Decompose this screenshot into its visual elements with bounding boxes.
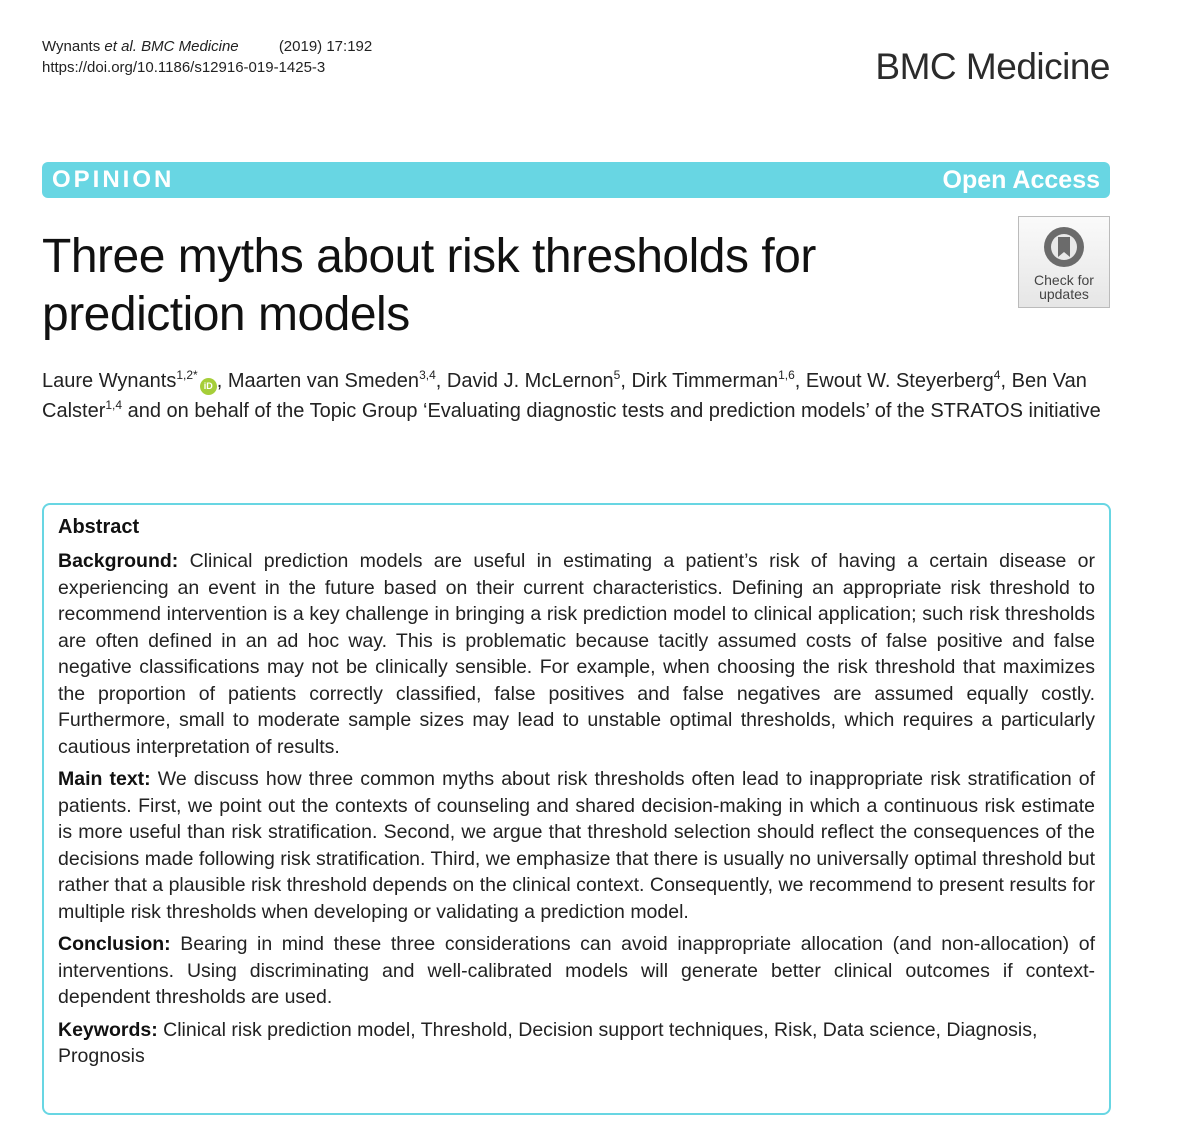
abstract-background <box>58 548 1095 760</box>
abstract-keywords <box>58 1017 1095 1070</box>
author-list: Laure Wynants$^{1,2*}$iD , Maarten van Smeden$^{3,4}$, David J. McLernon$^5$, Dirk Timmerman$^{1,6}$, Ewout W. Steyerberg$^4$, Ben Van Calster$^{1,4}$ and on behalf of the Topic Group ‘Evaluating diagnostic tests and prediction models’ of the STRATOS initiative <box>42 368 1101 422</box>
article-type: OPINION <box>52 166 175 193</box>
article-title: Three myths about risk thresholds for prediction models <box>42 230 816 341</box>
abstract-main-text <box>58 766 1095 925</box>
section-text: Clinical risk prediction model, Threshold, Decision support techniques, Risk, Data science, Diagnosis, Prognosis <box>58 1018 1038 1067</box>
section-text: We discuss how three common myths about risk thresholds often lead to inappropriate risk stratification of patients. First, we point out the contexts of counseling and shared decision-making in which a continuous risk estimate is more useful than risk stratification. Second, we argue that threshold selection should reflect the consequences of the decisions made following risk stratification. Third, we emphasize that there is usually no universally optimal threshold but rather that a plausible risk threshold depends on the clinical context. Consequently, we recommend to present results for multiple risk thresholds when developing or validating a prediction model. <box>58 768 1096 923</box>
affiliation-marker: 5 <box>613 368 621 382</box>
author-name[interactable]: Ben Van Calster <box>42 370 1087 422</box>
section-label: Background: <box>58 550 179 572</box>
check-for-updates-button[interactable] <box>1018 216 1110 308</box>
journal-brand: BMC Medicine <box>875 46 1110 87</box>
section-text: Bearing in mind these three considerations can avoid inappropriate allocation (and non-allocation) of interventions. Using discriminating and well-calibrated models will generate better clinical outcomes if context-dependent thresholds are used. <box>58 933 1095 1008</box>
author-name[interactable]: Laure Wynants <box>42 370 177 392</box>
journal-name: BMC Medicine <box>141 38 239 55</box>
author-name[interactable]: Dirk Timmerman <box>631 370 779 392</box>
abstract-box <box>42 503 1111 1115</box>
doi-link[interactable]: https://doi.org/10.1186/s12916-019-1425-3 <box>42 59 326 76</box>
author-name[interactable]: Ewout W. Steyerberg <box>805 370 994 392</box>
section-label: Main text: <box>58 768 151 790</box>
affiliation-marker: 3,4 <box>419 368 436 382</box>
abstract-heading: Abstract <box>58 516 140 538</box>
check-updates-line2: updates <box>1039 286 1089 302</box>
crossmark-icon <box>1042 225 1086 269</box>
et-al: et al. <box>104 38 137 55</box>
citation-header <box>42 36 372 78</box>
check-updates-line1: Check for <box>1034 272 1094 288</box>
affiliation-marker: 1,6 <box>778 368 795 382</box>
affiliation-marker: 4 <box>993 368 1001 382</box>
author-short: Wynants <box>42 38 101 55</box>
abstract-conclusion <box>58 931 1095 1011</box>
author-name[interactable]: David J. McLernon <box>446 370 614 392</box>
year-volume: (2019) 17:192 <box>278 38 373 55</box>
section-label: Keywords: <box>58 1018 158 1041</box>
section-text: Clinical prediction models are useful in estimating a patient’s risk of having a certain disease or experiencing an event in the future based on their current characteristics. Defining an appropriate risk threshold to recommend intervention is a key challenge in bringing a risk prediction model to clinical application; such risk thresholds are often defined in an ad hoc way. This is problematic because tacitly assumed costs of false positive and false negative classifications may not be clinically sensible. For example, when choosing the risk threshold that maximizes the proportion of patients correctly classified, false positives and false negatives are assumed equally costly. Furthermore, small to moderate sample sizes may lead to unstable optimal thresholds, which requires a particularly cautious interpretation of results. <box>58 550 1095 758</box>
check-for-updates-label <box>1034 273 1094 301</box>
author-group: and on behalf of the Topic Group ‘Evaluating diagnostic tests and prediction models’ of the STRATOS initiative <box>127 400 1101 422</box>
affiliation-marker: 1,2* <box>176 368 198 382</box>
orcid-icon[interactable]: iD <box>200 378 217 395</box>
author-name[interactable]: Maarten van Smeden <box>227 370 420 392</box>
short-citation <box>42 36 239 57</box>
affiliation-marker: 1,4 <box>105 398 123 412</box>
open-access-label: Open Access <box>942 165 1100 194</box>
article-type-banner <box>42 162 1110 198</box>
section-label: Conclusion: <box>58 933 171 955</box>
